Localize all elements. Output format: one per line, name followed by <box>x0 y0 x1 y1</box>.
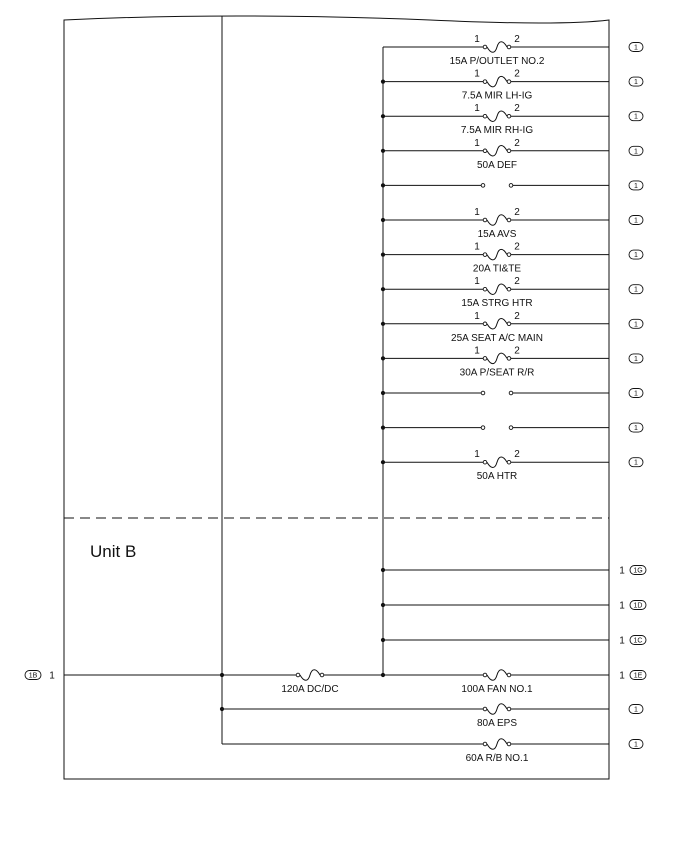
upper-circuit-2-fuse-symbol <box>487 111 507 122</box>
upper-bus-feed-junction <box>381 673 385 677</box>
main-fuse-symbol <box>300 670 320 681</box>
upper-circuit-9-pin-right: 2 <box>514 345 520 357</box>
upper-circuit-12-pin-right: 2 <box>514 449 520 461</box>
lower-circuit-4-fuse-terminal-left <box>483 707 487 711</box>
upper-circuit-7-pin-left: 1 <box>474 276 480 288</box>
upper-circuit-7-fuse-terminal-left <box>483 287 487 291</box>
upper-circuit-11-open-terminal-left <box>481 426 485 430</box>
upper-circuit-1-pin-right: 2 <box>514 68 520 80</box>
upper-circuit-12-fuse-terminal-left <box>483 460 487 464</box>
upper-circuit-5-pin-right: 2 <box>514 207 520 218</box>
lower-circuit-2-connector-text: 1C <box>633 637 643 645</box>
upper-circuit-1-pin-left: 1 <box>474 68 480 80</box>
upper-circuit-0-fuse-terminal-left <box>483 45 487 49</box>
upper-circuit-1-fuse-terminal-right <box>507 80 511 84</box>
upper-circuit-12-connector-text: 1 <box>634 459 638 467</box>
unit-label: Unit B <box>90 542 137 561</box>
input-pin: 1 <box>49 670 55 682</box>
upper-circuit-4-open-terminal-right <box>509 184 513 188</box>
main-fuse-terminal-left <box>296 673 300 677</box>
upper-circuit-9-fuse-terminal-left <box>483 357 487 361</box>
upper-circuit-0-pin-left: 1 <box>474 34 480 45</box>
lower-circuit-5-connector-text: 1 <box>634 741 638 749</box>
upper-circuit-11-open-terminal-right <box>509 426 513 430</box>
lower-circuit-4-fuse-terminal-right <box>507 707 511 711</box>
lower-circuit-5-fuse-terminal-left <box>483 742 487 746</box>
upper-circuit-9-label: 30A P/SEAT R/R <box>459 367 535 379</box>
lower-circuit-1-pin: 1 <box>619 600 625 612</box>
upper-circuit-5-pin-left: 1 <box>474 207 480 218</box>
lower-circuit-5-label: 60A R/B NO.1 <box>465 753 529 764</box>
upper-circuit-9-fuse-symbol <box>487 353 507 364</box>
upper-circuit-1-fuse-symbol <box>487 76 507 87</box>
upper-circuit-7-fuse-symbol <box>487 284 507 295</box>
upper-circuit-8-fuse-terminal-right <box>507 322 511 326</box>
lower-circuit-0-connector-text: 1G <box>633 567 643 575</box>
upper-circuit-4-open-terminal-left <box>481 184 485 188</box>
upper-circuit-2-connector-text: 1 <box>634 113 638 121</box>
upper-circuit-3-fuse-terminal-left <box>483 149 487 153</box>
upper-circuit-8-fuse-symbol <box>487 319 507 330</box>
lower-circuit-0-pin: 1 <box>619 565 625 577</box>
upper-circuit-7-label: 15A STRG HTR <box>461 298 533 310</box>
lower-circuit-1-connector-text: 1D <box>633 602 643 610</box>
lower-circuit-3-fuse-terminal-left <box>483 673 487 677</box>
upper-circuit-8-fuse-terminal-left <box>483 322 487 326</box>
upper-circuit-8-pin-right: 2 <box>514 310 520 322</box>
upper-circuit-3-connector-text: 1 <box>634 148 638 156</box>
upper-circuit-0-connector-text: 1 <box>634 44 638 52</box>
upper-circuit-6-fuse-terminal-right <box>507 253 511 257</box>
upper-circuit-4-connector-text: 1 <box>634 182 638 190</box>
upper-circuit-9-connector-text: 1 <box>634 355 638 363</box>
upper-circuit-5-fuse-terminal-right <box>507 218 511 222</box>
lower-circuit-3-fuse-terminal-right <box>507 673 511 677</box>
upper-circuit-12-label: 50A HTR <box>476 471 518 483</box>
upper-circuit-0-label: 15A P/OUTLET NO.2 <box>449 56 545 67</box>
upper-circuit-2-pin-right: 2 <box>514 103 520 115</box>
upper-circuit-2-fuse-terminal-right <box>507 114 511 118</box>
upper-circuit-12-pin-left: 1 <box>474 449 480 461</box>
upper-circuit-2-pin-left: 1 <box>474 103 480 115</box>
upper-circuit-0-fuse-symbol <box>487 42 507 53</box>
circuit-labels <box>49 34 625 764</box>
upper-circuit-6-fuse-symbol <box>487 249 507 260</box>
upper-circuit-3-label: 50A DEF <box>476 159 518 171</box>
upper-circuit-5-label: 15A AVS <box>477 229 517 240</box>
lower-circuit-3-fuse-symbol <box>487 670 507 681</box>
upper-circuit-0-pin-right: 2 <box>514 34 520 45</box>
upper-circuit-5-fuse-symbol <box>487 215 507 226</box>
upper-circuit-10-open-terminal-right <box>509 391 513 395</box>
main-fuse-label: 120A DC/DC <box>281 684 339 695</box>
upper-circuit-8-pin-left: 1 <box>474 310 480 322</box>
upper-circuit-10-connector-text: 1 <box>634 390 638 398</box>
upper-circuit-6-pin-right: 2 <box>514 241 520 253</box>
upper-circuit-5-connector-text: 1 <box>634 217 638 225</box>
upper-circuit-5-fuse-terminal-left <box>483 218 487 222</box>
upper-circuit-3-pin-right: 2 <box>514 137 520 149</box>
upper-circuit-1-connector-text: 1 <box>634 79 638 87</box>
upper-circuit-11-connector-text: 1 <box>634 425 638 433</box>
lower-circuit-3-pin: 1 <box>619 670 625 682</box>
upper-circuit-9-pin-left: 1 <box>474 345 480 357</box>
lower-circuit-5-fuse-terminal-right <box>507 742 511 746</box>
circuit-wires <box>64 42 609 750</box>
lower-circuit-3-label: 100A FAN NO.1 <box>461 684 533 695</box>
upper-circuit-6-pin-left: 1 <box>474 241 480 253</box>
upper-circuit-3-fuse-symbol <box>487 146 507 157</box>
upper-circuit-8-label: 25A SEAT A/C MAIN <box>451 332 543 344</box>
upper-circuit-7-pin-right: 2 <box>514 276 520 288</box>
lower-circuit-4-connector-text: 1 <box>634 706 638 714</box>
upper-circuit-6-label: 20A TI&TE <box>472 263 522 275</box>
upper-circuit-12-fuse-symbol <box>487 457 507 468</box>
lower-circuit-3-connector-text: 1E <box>633 672 643 680</box>
inner-divider-junction <box>220 673 224 677</box>
upper-circuit-2-fuse-terminal-left <box>483 114 487 118</box>
upper-circuit-1-fuse-terminal-left <box>483 80 487 84</box>
upper-circuit-7-fuse-terminal-right <box>507 287 511 291</box>
lower-circuit-2-pin: 1 <box>619 635 625 647</box>
upper-circuit-2-label: 7.5A MIR RH-IG <box>460 125 534 137</box>
upper-circuit-10-open-terminal-left <box>481 391 485 395</box>
upper-circuit-12-fuse-terminal-right <box>507 460 511 464</box>
main-fuse-terminal-right <box>320 673 324 677</box>
upper-circuit-9-fuse-terminal-right <box>507 357 511 361</box>
upper-circuit-0-fuse-terminal-right <box>507 45 511 49</box>
lower-circuit-5-fuse-symbol <box>487 739 507 750</box>
upper-circuit-3-pin-left: 1 <box>474 137 480 149</box>
upper-circuit-7-connector-text: 1 <box>634 286 638 294</box>
upper-circuit-6-fuse-terminal-left <box>483 253 487 257</box>
lower-circuit-4-fuse-symbol <box>487 704 507 715</box>
upper-circuit-8-connector-text: 1 <box>634 321 638 329</box>
connectors <box>25 43 646 749</box>
input-connector-text: 1B <box>28 672 38 680</box>
lower-circuit-4-label: 80A EPS <box>476 718 518 729</box>
upper-circuit-6-connector-text: 1 <box>634 252 638 260</box>
upper-circuit-1-label: 7.5A MIR LH-IG <box>461 90 533 102</box>
upper-circuit-3-fuse-terminal-right <box>507 149 511 153</box>
